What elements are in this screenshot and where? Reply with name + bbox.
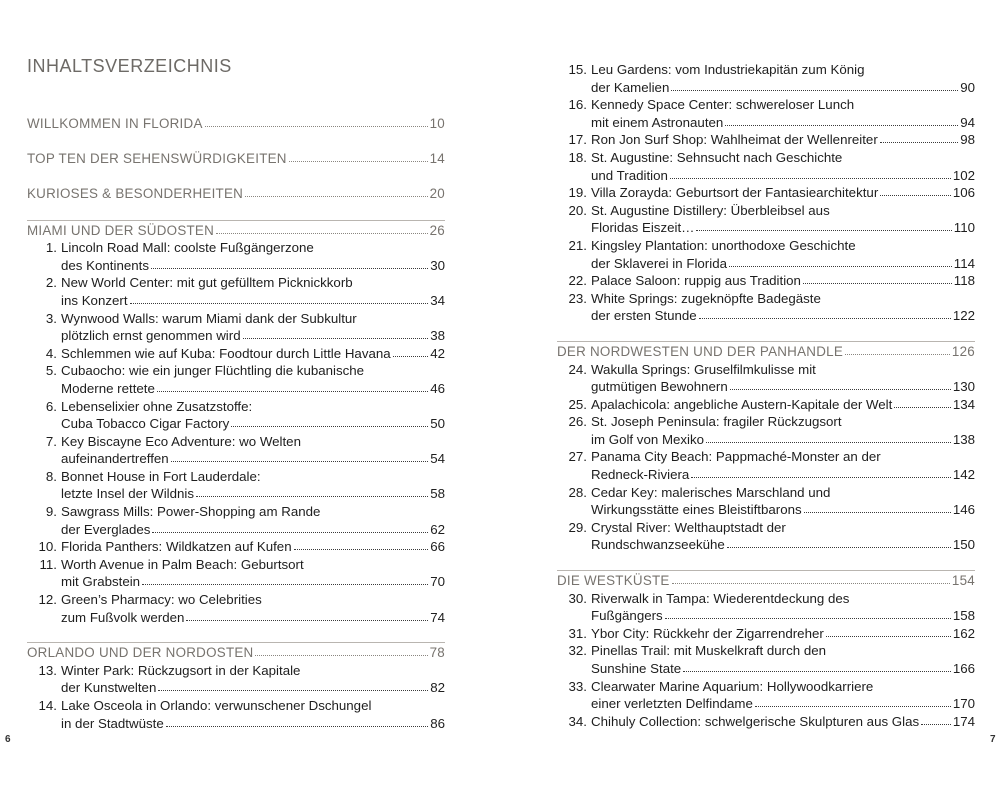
entry-subtitle: mit einem Astronauten	[591, 114, 724, 130]
entry-number: 28.	[568, 484, 587, 500]
entry-line	[557, 167, 975, 185]
entry-number: 12.	[38, 592, 57, 608]
leader-dots	[670, 166, 951, 179]
leader-dots	[157, 379, 428, 392]
leader-dots	[696, 218, 951, 231]
entry-line	[557, 361, 975, 379]
entry-line	[557, 184, 975, 202]
entry-title: Ron Jon Surf Shop: Wahlheimat der Wellenreiter	[591, 132, 878, 148]
section-title: DIE WESTKÜSTE	[557, 573, 670, 589]
toc-section[interactable]	[27, 149, 445, 168]
section-title: TOP TEN DER SEHENSWÜRDIGKEITEN	[27, 151, 287, 167]
entry-page: 174	[952, 713, 975, 729]
leader-dots	[142, 572, 428, 585]
entry-page: 122	[952, 308, 975, 324]
entry-line	[557, 713, 975, 731]
entry-line	[27, 398, 445, 416]
entry-subtitle: der Everglades	[61, 521, 151, 537]
entry-subtitle: der Kunstwelten	[61, 680, 157, 696]
entry-page: 138	[952, 431, 975, 447]
entry-line	[27, 310, 445, 328]
entry-page: 118	[953, 273, 975, 289]
entry-line	[557, 678, 975, 696]
toc-entry[interactable]	[557, 642, 975, 677]
section-title: KURIOSES & BESONDERHEITEN	[27, 186, 244, 202]
section-entries	[557, 590, 975, 731]
entry-line	[557, 255, 975, 273]
leader-dots	[151, 256, 428, 269]
entry-line	[27, 380, 445, 398]
entry-line	[27, 679, 445, 697]
entry-number: 18.	[568, 149, 587, 165]
entry-title: Worth Avenue in Palm Beach: Geburtsort	[61, 556, 304, 572]
entry-title: Bonnet House in Fort Lauderdale:	[61, 468, 261, 484]
toc-entry[interactable]	[557, 678, 975, 713]
entry-number: 1.	[45, 240, 57, 256]
page-number-right: 7	[990, 734, 996, 745]
toc-entry[interactable]	[27, 398, 445, 433]
section-entries	[27, 662, 445, 732]
leader-dots	[706, 430, 951, 443]
entry-number: 15.	[568, 62, 587, 77]
entry-line	[27, 538, 445, 556]
entry-line	[27, 697, 445, 715]
toc-entry[interactable]	[27, 310, 445, 345]
entry-number: 13.	[38, 662, 57, 678]
entry-line	[27, 274, 445, 292]
entry-subtitle: mit Grabstein	[61, 574, 141, 590]
entry-line	[557, 290, 975, 308]
entry-number: 27.	[568, 449, 587, 465]
leader-dots	[289, 149, 428, 162]
entry-subtitle: der Kamelien	[591, 79, 670, 95]
entry-number: 29.	[568, 519, 587, 535]
entry-title: St. Augustine: Sehnsucht nach Geschichte	[591, 149, 843, 165]
entry-page: 98	[960, 132, 975, 148]
entry-title: Sawgrass Mills: Power-Shopping am Rande	[61, 504, 321, 520]
entry-number: 23.	[568, 290, 587, 306]
entry-subtitle: Floridas Eiszeit…	[591, 220, 695, 236]
entry-page: 46	[430, 380, 445, 396]
toc-right	[557, 61, 975, 730]
entry-line	[557, 79, 975, 97]
entry-subtitle: des Kontinents	[61, 257, 149, 273]
entry-line	[557, 519, 975, 537]
entry-line	[27, 662, 445, 680]
entry-subtitle: der ersten Stunde	[591, 308, 697, 324]
entry-title: St. Joseph Peninsula: fragiler Rückzugsort	[591, 414, 842, 430]
toc-entry[interactable]	[27, 591, 445, 626]
entry-line	[27, 433, 445, 451]
entry-line	[27, 591, 445, 609]
entry-line	[557, 114, 975, 132]
entry-title: Apalachicola: angebliche Austern-Kapitale der Welt	[591, 396, 893, 412]
leader-dots	[166, 714, 428, 727]
toc-entry[interactable]	[27, 274, 445, 309]
entry-page: 74	[430, 609, 445, 625]
entry-subtitle: Redneck-Riviera	[591, 467, 690, 483]
entry-number: 32.	[568, 643, 587, 659]
entry-title: Riverwalk in Tampa: Wiederentdeckung des	[591, 590, 850, 606]
entry-title: Kingsley Plantation: unorthodoxe Geschichte	[591, 237, 856, 253]
toc-section[interactable]	[27, 642, 445, 662]
entry-subtitle: letzte Insel der Wildnis	[61, 486, 195, 502]
entry-line	[557, 237, 975, 255]
entry-line	[557, 484, 975, 502]
entry-line	[557, 501, 975, 519]
entry-subtitle: Moderne rettete	[61, 380, 155, 396]
section-title: MIAMI UND DER SÜDOSTEN	[27, 222, 215, 238]
entry-number: 26.	[568, 414, 587, 430]
leader-dots	[880, 130, 958, 143]
entry-number: 9.	[45, 504, 57, 520]
entry-subtitle: einer verletzten Delfindame	[591, 696, 753, 712]
section-title: WILLKOMMEN IN FLORIDA	[27, 116, 203, 131]
entry-title: Pinellas Trail: mit Muskelkraft durch den	[591, 643, 827, 659]
entry-line	[557, 202, 975, 220]
toc-section[interactable]	[27, 114, 445, 133]
entry-page: 58	[430, 486, 445, 502]
entry-subtitle: zum Fußvolk werden	[61, 609, 185, 625]
section-title: ORLANDO UND DER NORDOSTEN	[27, 645, 254, 661]
entry-page: 110	[953, 220, 975, 236]
section-page: 154	[951, 573, 975, 589]
entry-line	[557, 413, 975, 431]
toc-entry[interactable]	[557, 484, 975, 519]
toc-entry[interactable]	[557, 149, 975, 184]
section-page: 10	[429, 116, 445, 131]
toc-entry[interactable]	[557, 290, 975, 325]
leader-dots	[921, 712, 951, 725]
section-page: 20	[429, 186, 445, 202]
entry-line	[27, 327, 445, 345]
entry-line	[27, 362, 445, 380]
entry-line	[27, 468, 445, 486]
toc-left	[27, 114, 445, 732]
entry-number: 20.	[568, 202, 587, 218]
entry-title: Florida Panthers: Wildkatzen auf Kufen	[61, 539, 292, 555]
toc-section[interactable]	[557, 341, 975, 361]
entry-page: 102	[952, 167, 975, 183]
toc-section[interactable]	[557, 570, 975, 590]
entry-page: 150	[952, 537, 975, 553]
entry-line	[557, 466, 975, 484]
entry-page: 142	[952, 467, 975, 483]
toc-entry[interactable]	[557, 519, 975, 554]
entry-number: 2.	[45, 275, 57, 291]
entry-number: 24.	[568, 361, 587, 377]
leader-dots	[196, 484, 428, 497]
toc-entry[interactable]	[557, 272, 975, 290]
entry-line	[27, 292, 445, 310]
entry-line	[557, 149, 975, 167]
entry-line	[557, 219, 975, 237]
entry-subtitle: Fußgängers	[591, 608, 663, 624]
toc-entry[interactable]	[27, 697, 445, 732]
leader-dots	[243, 326, 429, 339]
section-page: 26	[429, 222, 445, 238]
entry-page: 134	[952, 396, 975, 412]
entry-subtitle: Wirkungsstätte eines Bleistiftbarons	[591, 502, 802, 518]
entry-page: 166	[952, 661, 975, 676]
leader-dots	[683, 659, 951, 672]
entry-number: 7.	[45, 433, 57, 449]
section-page: 78	[429, 645, 445, 661]
entry-number: 31.	[568, 625, 587, 641]
entry-subtitle: plötzlich ernst genommen wird	[61, 328, 241, 344]
toc-entry[interactable]	[27, 538, 445, 556]
leader-dots	[186, 608, 428, 621]
entry-page: 86	[430, 715, 445, 731]
entry-line	[27, 715, 445, 733]
toc-entry[interactable]	[557, 237, 975, 272]
entry-subtitle: im Golf von Mexiko	[591, 431, 705, 447]
entry-page: 66	[430, 539, 445, 555]
leader-dots	[171, 449, 429, 462]
entry-title: Clearwater Marine Aquarium: Hollywoodkarriere	[591, 678, 874, 694]
entry-page: 146	[952, 502, 975, 518]
toc-entry[interactable]	[557, 96, 975, 131]
leader-dots	[725, 113, 958, 126]
section-page: 14	[429, 151, 445, 167]
entry-page: 94	[960, 114, 975, 130]
leader-dots	[845, 342, 950, 355]
leader-dots	[245, 184, 428, 197]
leader-dots	[130, 291, 429, 304]
entry-title: Palace Saloon: ruppig aus Tradition	[591, 273, 801, 289]
toc-entry[interactable]	[27, 556, 445, 591]
toc-entry[interactable]	[557, 396, 975, 414]
entry-line	[27, 556, 445, 574]
leader-dots	[894, 395, 950, 408]
entry-title: Villa Zorayda: Geburtsort der Fantasiearchitektur	[591, 185, 879, 201]
toc-entry[interactable]	[557, 448, 975, 483]
toc-entry[interactable]	[27, 239, 445, 274]
entry-number: 17.	[568, 132, 587, 148]
leader-dots	[803, 271, 952, 284]
entry-title: Leu Gardens: vom Industriekapitän zum König	[591, 62, 865, 77]
leader-dots	[393, 344, 429, 357]
entry-number: 34.	[568, 713, 587, 729]
entry-title: Crystal River: Welthauptstadt der	[591, 519, 786, 535]
entry-line	[27, 573, 445, 591]
entry-line	[557, 396, 975, 414]
entry-title: Wakulla Springs: Gruselfilmkulisse mit	[591, 361, 816, 377]
entry-title: Green’s Pharmacy: wo Celebrities	[61, 592, 262, 608]
entry-title: Cubaocho: wie ein junger Flüchtling die kubanische	[61, 363, 365, 379]
entry-line	[557, 131, 975, 149]
leader-dots	[671, 78, 958, 91]
entry-number: 3.	[45, 310, 57, 326]
entry-title: Lake Osceola in Orlando: verwunschener Dschungel	[61, 698, 372, 713]
entry-page: 38	[430, 328, 445, 344]
entry-subtitle: Sunshine State	[591, 661, 682, 676]
entry-line	[557, 625, 975, 643]
entry-number: 22.	[568, 273, 587, 289]
entry-subtitle: und Tradition	[591, 167, 668, 183]
entry-line	[27, 450, 445, 468]
entry-page: 54	[430, 451, 445, 467]
page-number-left: 6	[5, 734, 11, 745]
section-entries	[557, 361, 975, 555]
entry-number: 10.	[38, 539, 57, 555]
entry-line	[557, 660, 975, 678]
entry-page: 162	[952, 625, 975, 641]
toc-entry[interactable]	[557, 590, 975, 625]
entry-page: 42	[430, 345, 445, 361]
entry-page: 130	[952, 379, 975, 395]
entry-number: 11.	[39, 556, 57, 572]
entry-line	[557, 272, 975, 290]
entry-title: Lincoln Road Mall: coolste Fußgängerzone	[61, 240, 314, 256]
entry-page: 34	[430, 292, 445, 308]
entry-page: 62	[430, 521, 445, 537]
entry-subtitle: Rundschwanzseekühe	[591, 537, 725, 553]
entry-title: Panama City Beach: Pappmaché-Monster an der	[591, 449, 881, 465]
entry-number: 8.	[45, 468, 57, 484]
entry-page: 30	[430, 257, 445, 273]
entry-number: 21.	[568, 237, 587, 253]
entry-line	[557, 590, 975, 608]
entry-line	[27, 503, 445, 521]
entry-number: 6.	[45, 398, 57, 414]
section-entries	[557, 61, 975, 325]
toc-entry[interactable]	[557, 413, 975, 448]
toc-section[interactable]	[27, 220, 445, 240]
toc-entry[interactable]	[557, 202, 975, 237]
leader-dots	[755, 694, 951, 707]
entry-title: Key Biscayne Eco Adventure: wo Welten	[61, 433, 301, 449]
entry-page: 70	[430, 574, 445, 590]
entry-line	[27, 521, 445, 539]
entry-line	[557, 642, 975, 660]
entry-line	[557, 61, 975, 79]
entry-page: 114	[953, 255, 975, 271]
entry-line	[27, 345, 445, 363]
entry-line	[557, 96, 975, 114]
entry-line	[557, 431, 975, 449]
entry-title: Winter Park: Rückzugsort in der Kapitale	[61, 662, 301, 678]
section-page: 126	[951, 343, 975, 359]
leader-dots	[727, 535, 951, 548]
leader-dots	[231, 414, 428, 427]
entry-subtitle: ins Konzert	[61, 292, 128, 308]
leader-dots	[255, 643, 427, 656]
entry-line	[27, 257, 445, 275]
page-title: INHALTSVERZEICHNIS	[27, 56, 232, 76]
leader-dots	[699, 306, 951, 319]
toc-entry[interactable]	[557, 713, 975, 731]
leader-dots	[294, 537, 429, 550]
entry-line	[557, 448, 975, 466]
entry-number: 19.	[568, 185, 587, 201]
section-title: DER NORDWESTEN UND DER PANHANDLE	[557, 343, 844, 359]
entry-page: 106	[952, 185, 975, 201]
leader-dots	[158, 678, 428, 691]
entry-line	[27, 239, 445, 257]
toc-entry[interactable]	[27, 662, 445, 697]
entry-title: Chihuly Collection: schwelgerische Skulpturen aus Glas	[591, 713, 920, 729]
toc-entry[interactable]	[557, 361, 975, 396]
entry-page: 158	[952, 608, 975, 624]
toc-entry[interactable]	[27, 503, 445, 538]
entry-number: 16.	[568, 97, 587, 113]
entry-title: New World Center: mit gut gefülltem Picknickkorb	[61, 275, 353, 291]
toc-entry[interactable]	[27, 468, 445, 503]
toc-entry[interactable]	[557, 625, 975, 643]
toc-entry[interactable]	[27, 433, 445, 468]
entry-number: 33.	[568, 678, 587, 694]
leader-dots	[672, 571, 950, 584]
toc-entry[interactable]	[27, 362, 445, 397]
entry-title: St. Augustine Distillery: Überbleibsel aus	[591, 202, 830, 218]
entry-subtitle: der Sklaverei in Florida	[591, 255, 727, 271]
leader-dots	[880, 183, 951, 196]
leader-dots	[152, 520, 428, 533]
entry-line	[557, 536, 975, 554]
leader-dots	[826, 624, 951, 637]
toc-entry[interactable]	[557, 61, 975, 96]
entry-line	[557, 307, 975, 325]
entry-title: Wynwood Walls: warum Miami dank der Subkultur	[61, 310, 357, 326]
entry-number: 25.	[568, 396, 587, 412]
entry-title: Cedar Key: malerisches Marschland und	[591, 484, 831, 500]
entry-line	[557, 607, 975, 625]
leader-dots	[804, 500, 951, 513]
leader-dots	[691, 465, 951, 478]
toc-entry[interactable]	[27, 345, 445, 363]
entry-page: 50	[430, 416, 445, 432]
toc-entry[interactable]	[557, 184, 975, 202]
entry-page: 90	[960, 79, 975, 95]
entry-line	[557, 695, 975, 713]
entry-line	[557, 378, 975, 396]
entry-number: 4.	[45, 345, 57, 361]
entry-subtitle: in der Stadtwüste	[61, 715, 164, 731]
entry-number: 5.	[45, 363, 57, 379]
leader-dots	[205, 114, 428, 127]
entry-title: Schlemmen wie auf Kuba: Foodtour durch Little Havana	[61, 345, 391, 361]
entry-subtitle: aufeinandertreffen	[61, 451, 169, 467]
leader-dots	[729, 254, 952, 267]
entry-title: Lebenselixier ohne Zusatzstoffe:	[61, 398, 253, 414]
entry-subtitle: Cuba Tobacco Cigar Factory	[61, 416, 230, 432]
entry-title: White Springs: zugeknöpfte Badegäste	[591, 290, 821, 306]
entry-line	[27, 609, 445, 627]
toc-section[interactable]	[27, 184, 445, 203]
leader-dots	[665, 606, 951, 619]
entry-number: 30.	[568, 590, 587, 606]
section-entries	[27, 239, 445, 626]
leader-dots	[730, 377, 951, 390]
entry-page: 170	[952, 696, 975, 712]
entry-page: 82	[430, 680, 445, 696]
entry-line	[27, 415, 445, 433]
entry-title: Ybor City: Rückkehr der Zigarrendreher	[591, 625, 824, 641]
entry-title: Kennedy Space Center: schwereloser Lunch	[591, 97, 855, 113]
leader-dots	[216, 221, 428, 234]
toc-entry[interactable]	[557, 131, 975, 149]
entry-number: 14.	[38, 698, 57, 713]
entry-line	[27, 485, 445, 503]
entry-subtitle: gutmütigen Bewohnern	[591, 379, 728, 395]
